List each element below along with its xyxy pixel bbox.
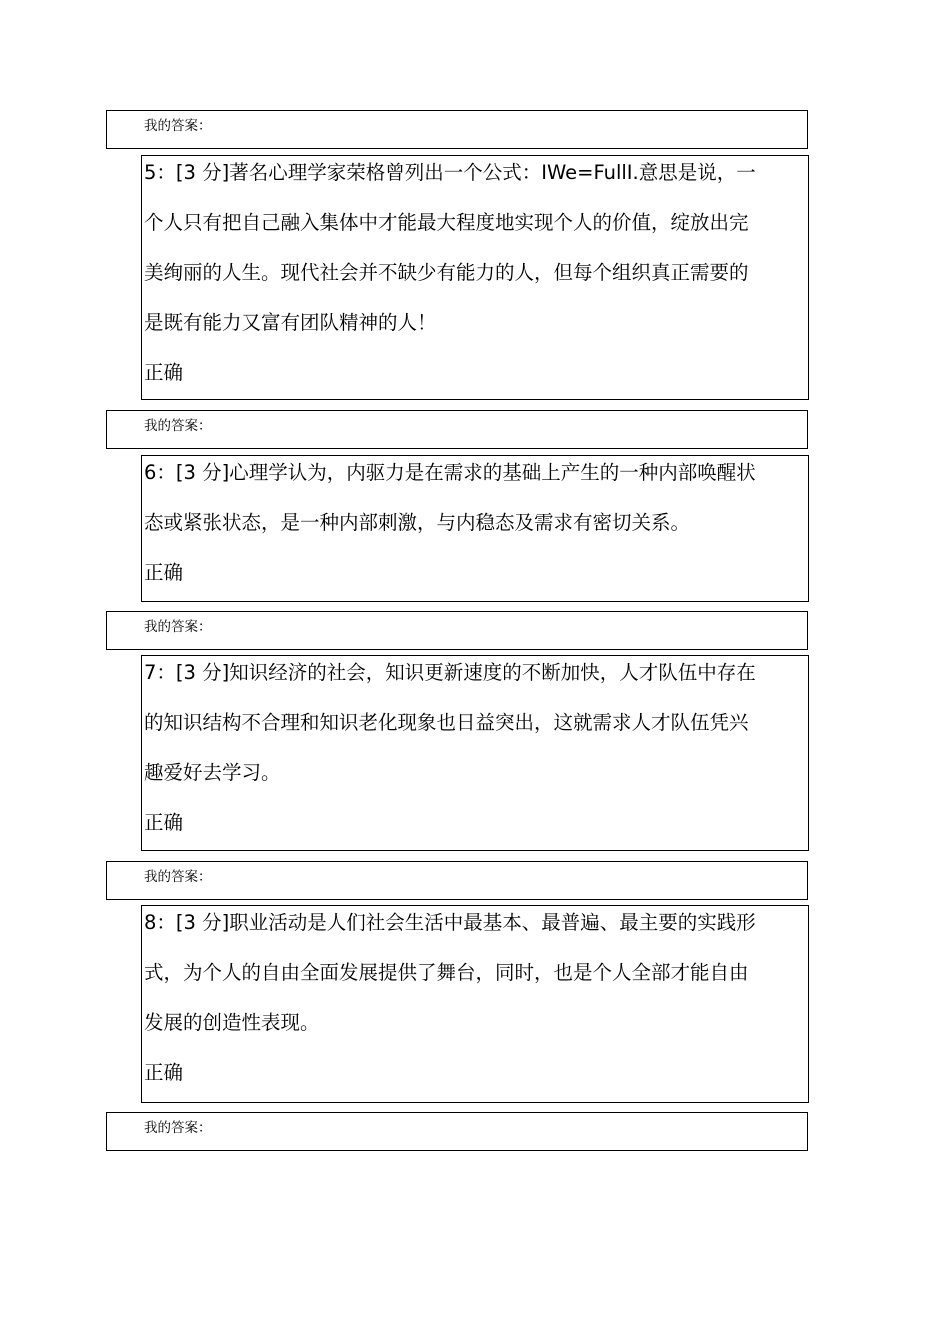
- question-5-line-4: 是既有能力又富有团队精神的人！: [144, 311, 437, 334]
- answer-label: 我的答案：: [144, 869, 212, 885]
- answer-box[interactable]: [106, 611, 808, 650]
- answer-box[interactable]: [106, 861, 808, 900]
- answer-box[interactable]: [106, 410, 808, 449]
- question-8-text: [144, 909, 816, 1089]
- question-6-line-1: 6：[3 分]心理学认为，内驱力是在需求的基础上产生的一种内部唤醒状: [144, 461, 756, 484]
- question-5-line-2: 个人只有把自己融入集体中才能最大程度地实现个人的价值，绽放出完: [144, 211, 749, 234]
- question-5-result: 正确: [144, 361, 184, 384]
- question-6-text: [144, 459, 816, 589]
- question-7-line-3: 趣爱好去学习。: [144, 761, 281, 784]
- question-6-line-2: 态或紧张状态，是一种内部刺激，与内稳态及需求有密切关系。: [144, 511, 691, 534]
- answer-label: 我的答案：: [144, 118, 212, 134]
- question-7: [141, 655, 809, 851]
- question-6: [141, 455, 809, 602]
- question-7-result: 正确: [144, 811, 184, 834]
- question-5: [141, 155, 809, 400]
- question-8-result: 正确: [144, 1061, 184, 1084]
- answer-label: 我的答案：: [144, 1120, 212, 1136]
- question-7-text: [144, 659, 816, 839]
- answer-box[interactable]: [106, 110, 808, 149]
- question-5-line-1: 5：[3 分]著名心理学家荣格曾列出一个公式：IWe=FullI.意思是说，一: [144, 161, 756, 184]
- answer-label: 我的答案：: [144, 418, 212, 434]
- question-8-line-3: 发展的创造性表现。: [144, 1011, 320, 1034]
- question-8: [141, 905, 809, 1103]
- answer-label: 我的答案：: [144, 619, 212, 635]
- question-5-text: [144, 159, 816, 389]
- question-7-line-2: 的知识结构不合理和知识老化现象也日益突出，这就需求人才队伍凭兴: [144, 711, 749, 734]
- question-8-line-1: 8：[3 分]职业活动是人们社会生活中最基本、最普遍、最主要的实践形: [144, 911, 756, 934]
- question-8-line-2: 式，为个人的自由全面发展提供了舞台，同时，也是个人全部才能自由: [144, 961, 749, 984]
- question-5-line-3: 美绚丽的人生。现代社会并不缺少有能力的人，但每个组织真正需要的: [144, 261, 749, 284]
- question-7-line-1: 7：[3 分]知识经济的社会，知识更新速度的不断加快，人才队伍中存在: [144, 661, 756, 684]
- question-6-result: 正确: [144, 561, 184, 584]
- answer-box[interactable]: [106, 1112, 808, 1151]
